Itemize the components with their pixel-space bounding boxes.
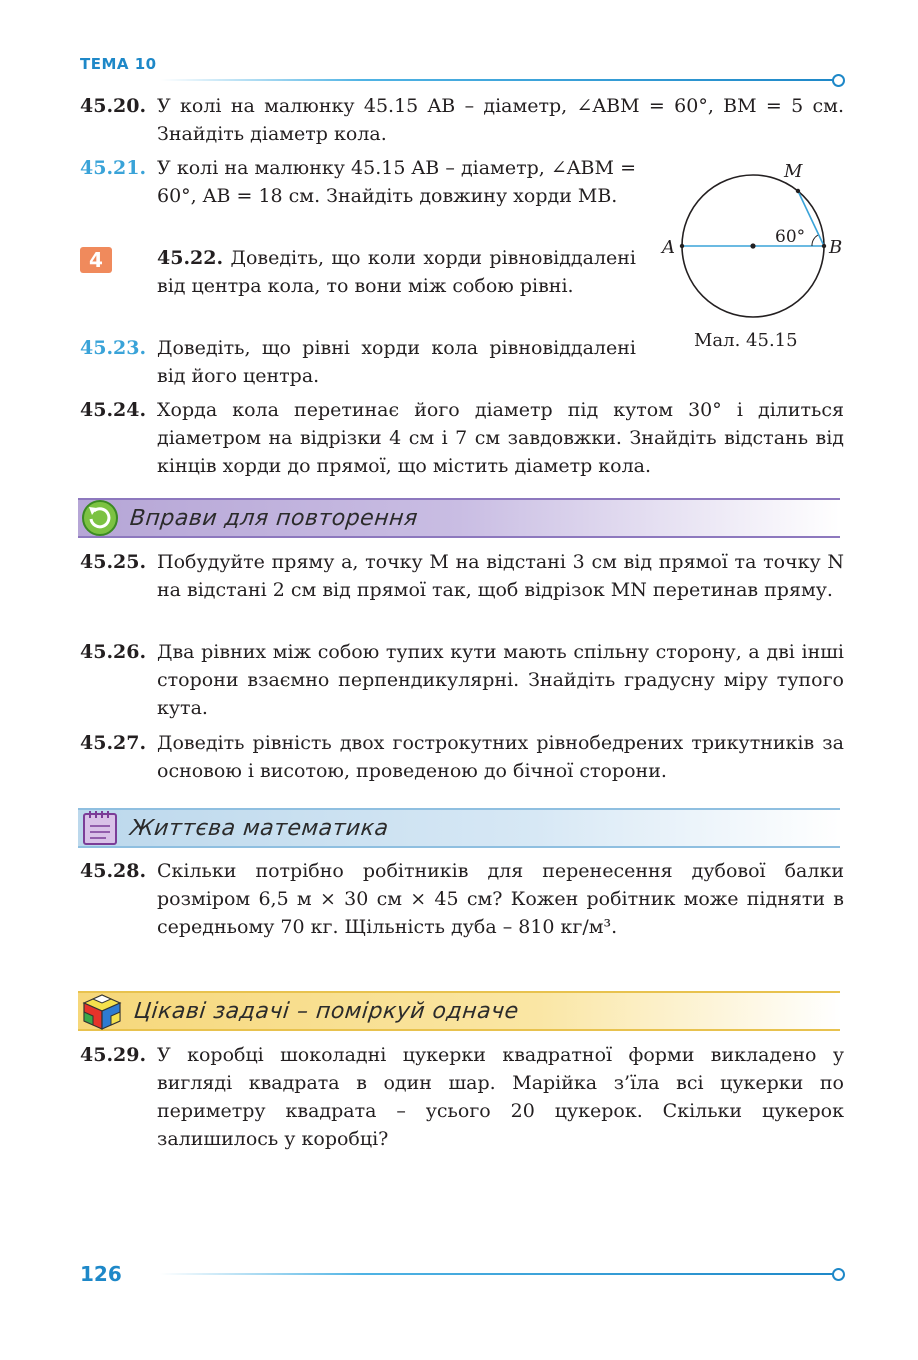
center-point (750, 243, 755, 248)
point-b (822, 244, 826, 248)
angle-arc (812, 235, 818, 246)
section-title: Життєва математика (128, 815, 390, 841)
page-number: 126 (80, 1262, 122, 1286)
label-b: B (829, 237, 843, 258)
point-m (796, 189, 800, 193)
problem-body: Доведіть, що коли хорди рівновіддалені від центра кола, то вони між собою рівні. (157, 247, 636, 297)
problem-text: У коробці шоколадні цукерки квадратної форми викладено у вигляді квадрата в один шар. Марійка з’їла всі цукерки по периметру квадрата – усього 20 цукерок. Скільки цукерок залишилось у коробці? (157, 1044, 844, 1150)
section-title: Цікаві задачі – поміркуй одначе (132, 998, 521, 1024)
header-rule-dot (832, 74, 845, 87)
problem-45-24 (80, 396, 844, 480)
notepad-icon (80, 808, 120, 848)
problem-number: 45.21. (80, 157, 147, 179)
problem-number: 45.20. (80, 95, 147, 117)
refresh-icon (80, 498, 120, 538)
section-review (78, 498, 840, 538)
problem-45-21 (80, 154, 636, 210)
label-a: A (662, 237, 675, 258)
problem-text: Доведіть, що рівні хорди кола рівновіддалені від його центра. (157, 337, 636, 387)
problem-number: 45.22. (157, 247, 224, 269)
problem-45-20 (80, 92, 844, 148)
problem-text: У колі на малюнку 45.15 AB – діаметр, ∠ABM = 60°, BM = 5 см. Знайдіть діаметр кола. (157, 95, 844, 145)
problem-number: 45.26. (80, 641, 147, 663)
problem-text: Два рівних між собою тупих кути мають спільну сторону, а дві інші сторони взаємно перпендикулярні. Знайдіть градусну міру тупого кута. (157, 641, 844, 719)
header-rule (160, 79, 834, 81)
problem-text: Скільки потрібно робітників для перенесення дубової балки розміром 6,5 м × 30 см × 45 см? Кожен робітник може підняти в середньому 70 кг. Щільність дуба – 810 кг/м³. (157, 860, 844, 938)
problem-number: 45.29. (80, 1044, 147, 1066)
section-title: Вправи для повторення (128, 505, 420, 531)
problem-45-23 (80, 334, 636, 390)
footer-rule (160, 1273, 834, 1275)
problem-number: 45.28. (80, 860, 147, 882)
problem-number: 45.23. (80, 337, 147, 359)
problem-text: Хорда кола перетинає його діаметр під кутом 30° і ділиться діаметром на відрізки 4 см і 7 см завдовжки. Знайдіть відстань від кінців хорди до прямої, що містить діаметр кола. (157, 399, 844, 477)
section-life-math (78, 808, 840, 848)
problem-45-25 (80, 548, 844, 604)
problem-text: У колі на малюнку 45.15 AB – діаметр, ∠ABM = 60°, AB = 18 см. Знайдіть довжину хорди MB. (157, 157, 636, 207)
figure-caption: Мал. 45.15 (694, 330, 798, 351)
problem-45-22 (157, 244, 636, 300)
footer-rule-dot (832, 1268, 845, 1281)
label-m: M (784, 161, 803, 182)
problem-number: 45.25. (80, 551, 147, 573)
rubiks-cube-icon (80, 991, 124, 1031)
point-a (680, 244, 684, 248)
problem-text: Побудуйте пряму a, точку M на відстані 3 см від прямої та точку N на відстані 2 см від прямої так, щоб відрізок MN перетинав пряму. (157, 551, 844, 601)
angle-label: 60° (775, 227, 806, 247)
problem-text (157, 244, 636, 300)
problem-45-28 (80, 857, 844, 941)
problem-number: 45.27. (80, 732, 147, 754)
problem-45-27 (80, 729, 844, 785)
problem-45-26 (80, 638, 844, 722)
difficulty-badge: 4 (80, 247, 112, 273)
section-interesting (78, 991, 840, 1031)
problem-45-29 (80, 1041, 844, 1153)
problem-text: Доведіть рівність двох гострокутних рівнобедрених трикутників за основою і висотою, проведеною до бічної сторони. (157, 732, 844, 782)
problem-number: 45.24. (80, 399, 147, 421)
topic-label: ТЕМА 10 (80, 55, 157, 73)
